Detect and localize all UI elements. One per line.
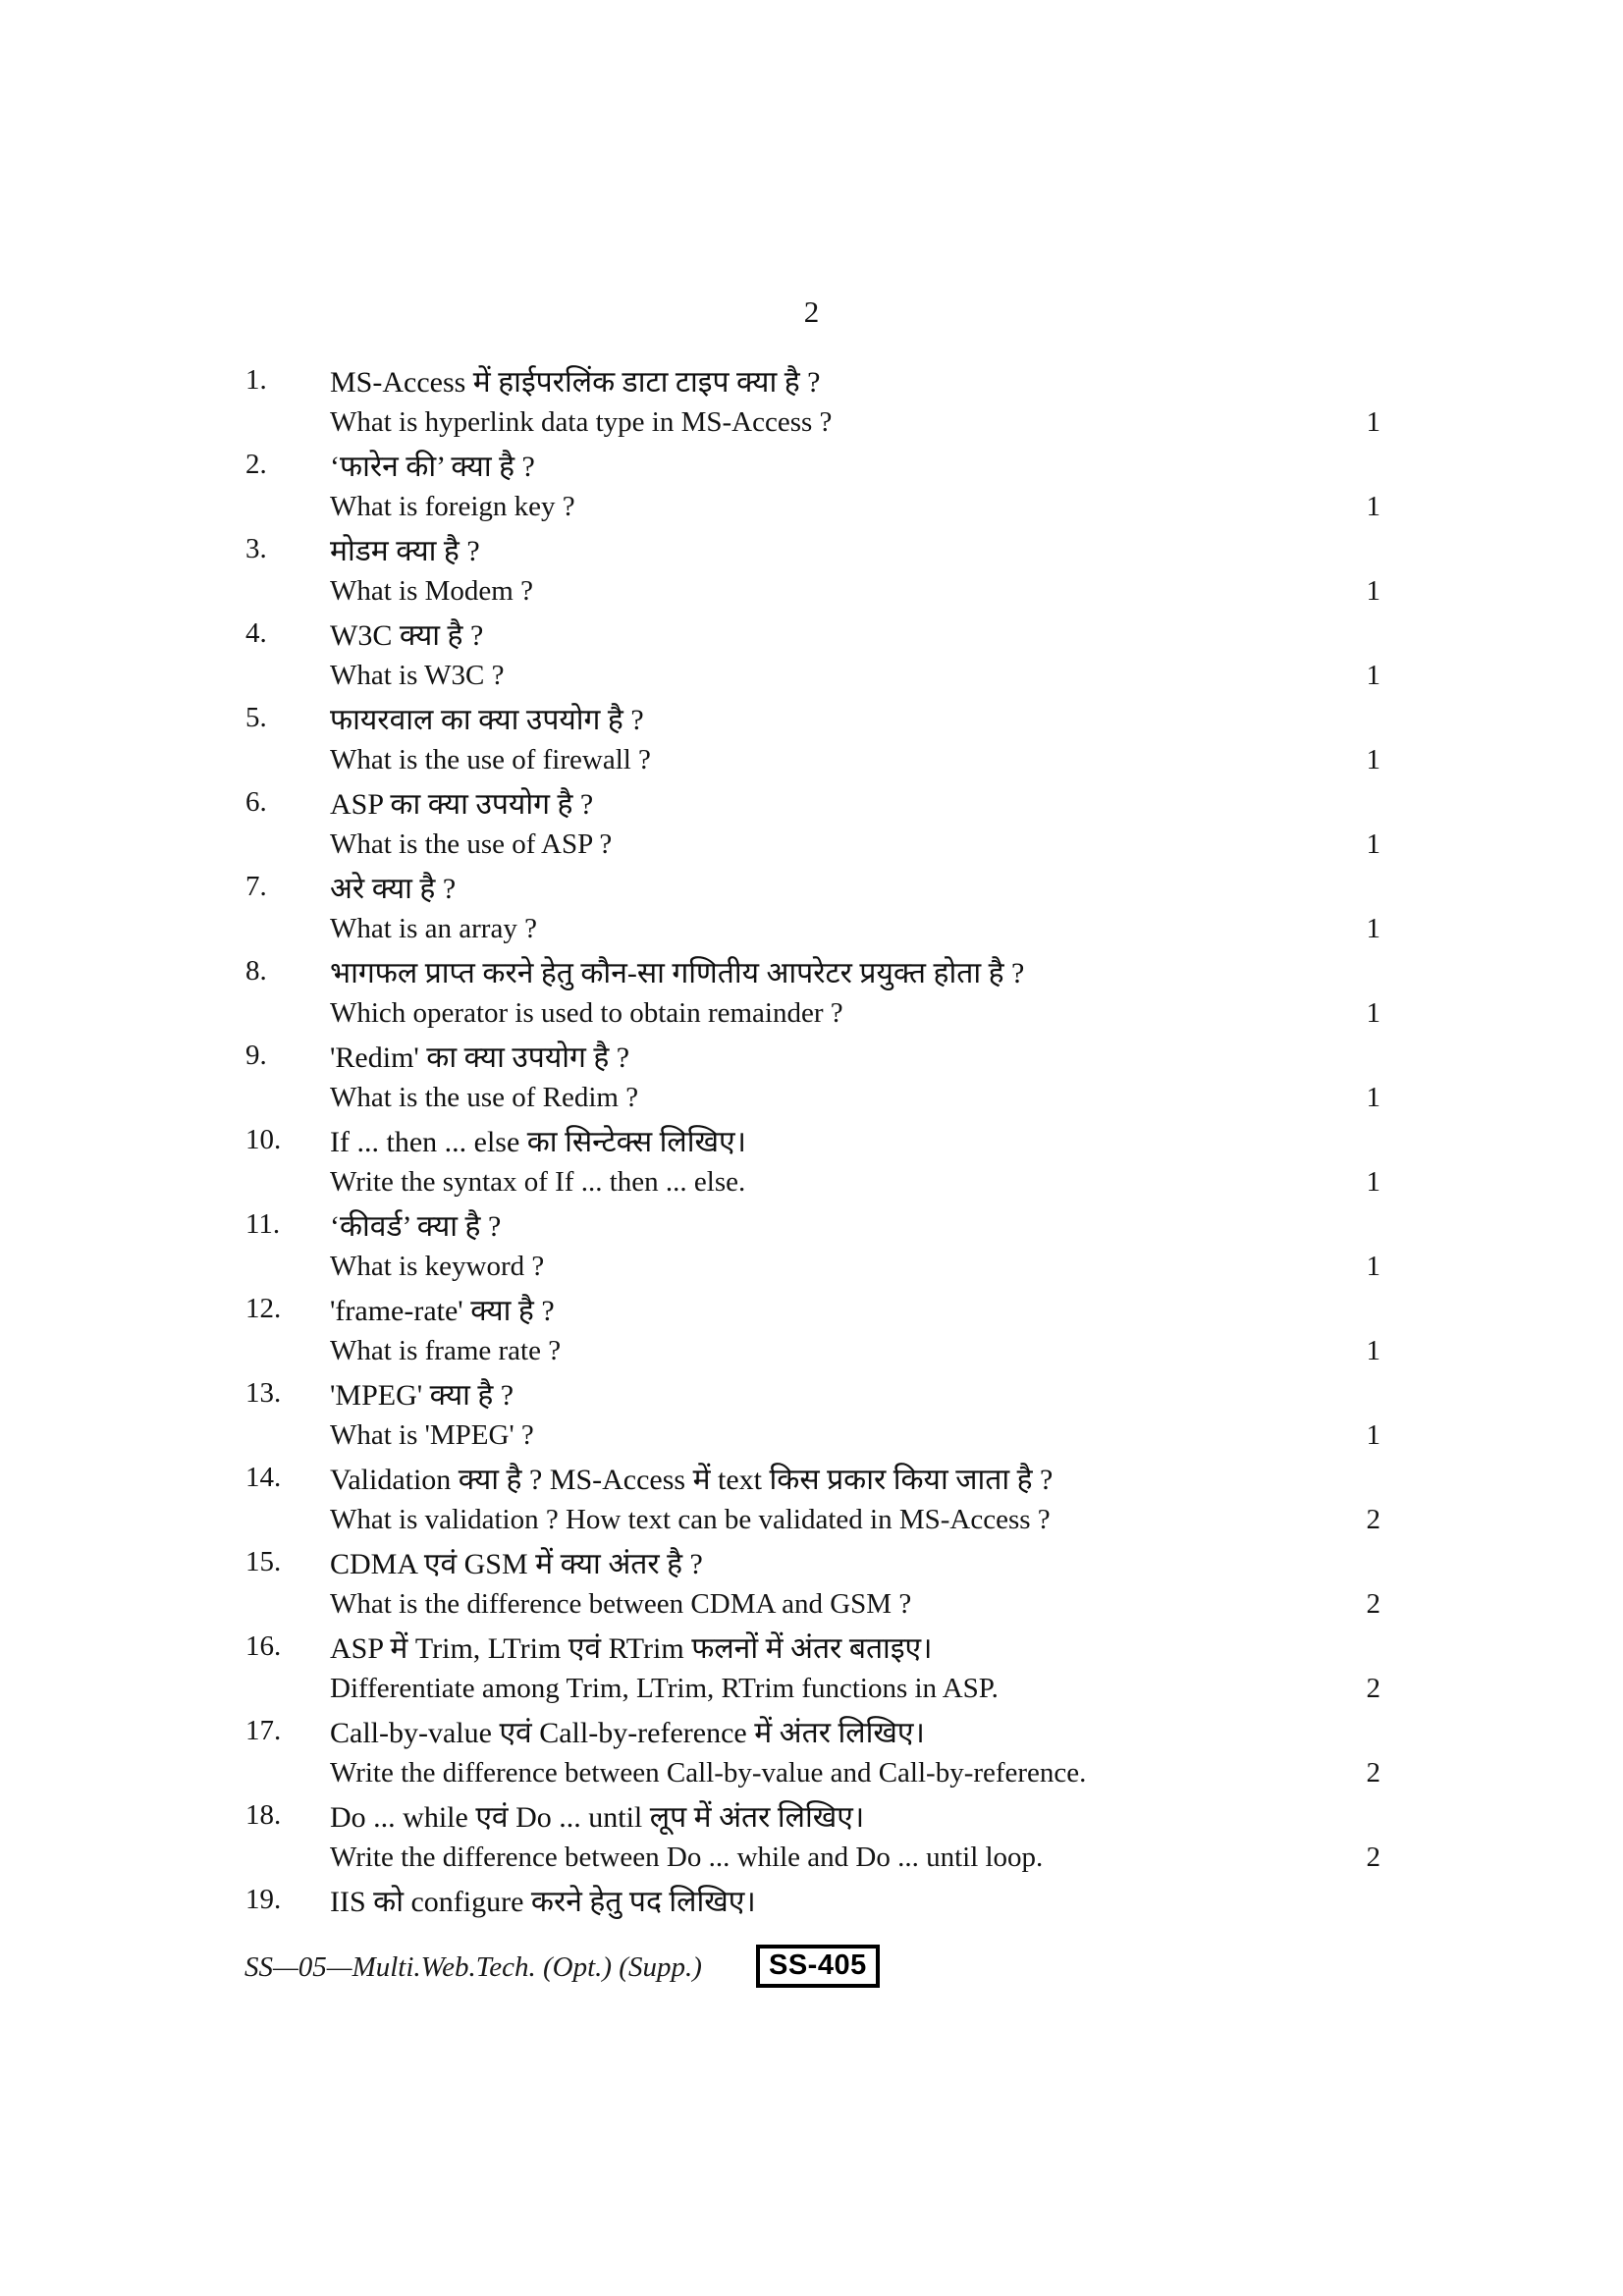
question-row [245,781,1380,866]
question-hindi-line [245,697,1380,739]
question-hindi-line [245,613,1380,655]
question-english-line [245,655,1380,697]
question-hindi-line [245,1541,1380,1583]
question-number: 10. [245,1124,282,1155]
question-text-english: Write the difference between Call-by-value and Call-by-reference. [330,1757,1087,1789]
question-hindi-line [245,781,1380,824]
footer-paper-title: SS—05—Multi.Web.Tech. (Opt.) (Supp.) [244,1951,702,1983]
question-number: 11. [245,1208,281,1240]
question-english-line [245,1583,1380,1626]
question-text-english: What is hyperlink data type in MS-Access ? [330,406,833,438]
question-text-english: What is the use of ASP ? [330,828,613,860]
question-text-hindi: ‘कीवर्ड’ क्या है ? [330,1210,502,1243]
question-text-hindi: MS-Access में हाईपरलिंक डाटा टाइप क्या है ? [330,366,821,399]
questions [245,359,1380,1921]
question-text-english: What is W3C ? [330,660,505,691]
question-text-hindi: IIS को configure करने हेतु पद लिखिए। [330,1886,756,1918]
question-english-line [245,739,1380,781]
question-marks: 1 [1366,406,1380,438]
question-marks: 2 [1366,1757,1380,1789]
question-text-hindi: ASP का क्या उपयोग है ? [330,788,594,821]
question-number: 4. [245,617,267,649]
question-number: 18. [245,1799,282,1831]
question-marks: 2 [1366,1673,1380,1704]
question-row [245,444,1380,528]
question-number: 9. [245,1040,267,1071]
question-marks: 1 [1366,575,1380,607]
question-row [245,1288,1380,1372]
question-hindi-line [245,1035,1380,1077]
question-number: 8. [245,955,267,987]
question-hindi-line [245,1794,1380,1837]
question-marks: 1 [1366,1251,1380,1282]
question-english-line [245,486,1380,528]
question-text-hindi: मोडम क्या है ? [330,535,480,567]
question-marks: 1 [1366,491,1380,522]
question-text-hindi: Validation क्या है ? MS-Access में text किस प्रकार किया जाता है ? [330,1464,1054,1496]
question-english-line [245,1161,1380,1203]
question-marks: 2 [1366,1588,1380,1620]
question-number: 3. [245,533,267,564]
question-marks: 1 [1366,744,1380,775]
question-text-hindi: W3C क्या है ? [330,619,484,652]
question-row [245,1203,1380,1288]
question-row [245,1626,1380,1710]
question-text-hindi: 'Redim' का क्या उपयोग है ? [330,1041,630,1074]
question-row [245,528,1380,613]
question-number: 1. [245,364,267,396]
question-hindi-line [245,866,1380,908]
question-row [245,1035,1380,1119]
question-english-line [245,1246,1380,1288]
question-text-english: Which operator is used to obtain remainder ? [330,997,843,1029]
question-text-hindi: 'MPEG' क्या है ? [330,1379,514,1412]
question-number: 17. [245,1715,282,1746]
question-number: 19. [245,1884,282,1915]
question-marks: 1 [1366,1335,1380,1366]
question-number: 6. [245,786,267,818]
question-row [245,1710,1380,1794]
question-number: 2. [245,449,267,480]
question-hindi-line [245,1372,1380,1415]
question-english-line [245,1837,1380,1879]
question-text-english: What is frame rate ? [330,1335,562,1366]
question-row [245,1794,1380,1879]
question-hindi-line [245,950,1380,992]
question-text-hindi: ASP में Trim, LTrim एवं RTrim फलनों में अंतर बताइए। [330,1632,933,1665]
question-row [245,613,1380,697]
question-row [245,1541,1380,1626]
question-number: 5. [245,702,267,733]
question-english-line [245,908,1380,950]
question-number: 7. [245,871,267,902]
question-hindi-line [245,528,1380,570]
question-text-english: What is keyword ? [330,1251,545,1282]
question-english-line [245,1330,1380,1372]
question-english-line [245,1415,1380,1457]
question-hindi-line [245,1710,1380,1752]
question-row [245,1879,1380,1921]
question-marks: 2 [1366,1842,1380,1873]
question-english-line [245,570,1380,613]
question-row [245,950,1380,1035]
footer-paper-code: SS-405 [756,1945,880,1988]
question-row [245,697,1380,781]
question-english-line [245,824,1380,866]
question-row [245,1457,1380,1541]
question-text-english: What is the difference between CDMA and GSM ? [330,1588,912,1620]
question-text-hindi: Do ... while एवं Do ... until लूप में अंतर लिखिए। [330,1801,865,1834]
question-english-line [245,992,1380,1035]
question-text-hindi: अरे क्या है ? [330,873,457,905]
question-number: 12. [245,1293,282,1324]
question-marks: 1 [1366,660,1380,691]
question-text-english: What is an array ? [330,913,537,944]
question-marks: 1 [1366,1419,1380,1451]
question-text-english: What is 'MPEG' ? [330,1419,534,1451]
question-marks: 1 [1366,997,1380,1029]
question-text-english: What is the use of Redim ? [330,1082,639,1113]
question-english-line [245,401,1380,444]
question-text-english: What is foreign key ? [330,491,575,522]
page-number: 2 [803,294,820,329]
question-text-hindi: फायरवाल का क्या उपयोग है ? [330,704,644,736]
question-text-hindi: ‘फारेन की’ क्या है ? [330,451,535,483]
question-row [245,866,1380,950]
question-hindi-line [245,359,1380,401]
question-marks: 2 [1366,1504,1380,1535]
question-row [245,1372,1380,1457]
question-hindi-line [245,444,1380,486]
question-text-hindi: Call-by-value एवं Call-by-reference में अंतर लिखिए। [330,1717,925,1749]
question-marks: 1 [1366,1166,1380,1198]
question-english-line [245,1668,1380,1710]
question-text-hindi: CDMA एवं GSM में क्या अंतर है ? [330,1548,703,1580]
question-text-english: Write the syntax of If ... then ... else. [330,1166,746,1198]
question-number: 14. [245,1462,282,1493]
question-hindi-line [245,1626,1380,1668]
question-marks: 1 [1366,828,1380,860]
question-text-english: What is Modem ? [330,575,533,607]
question-number: 15. [245,1546,282,1577]
question-marks: 1 [1366,913,1380,944]
question-text-hindi: 'frame-rate' क्या है ? [330,1295,555,1327]
question-text-english: What is the use of firewall ? [330,744,651,775]
question-row [245,359,1380,444]
question-number: 16. [245,1630,282,1662]
question-text-english: What is validation ? How text can be validated in MS-Access ? [330,1504,1051,1535]
question-text-hindi: भागफल प्राप्त करने हेतु कौन-सा गणितीय आपरेटर प्रयुक्त होता है ? [330,957,1025,989]
question-number: 13. [245,1377,282,1409]
question-marks: 1 [1366,1082,1380,1113]
question-row [245,1119,1380,1203]
question-english-line [245,1499,1380,1541]
question-text-english: Differentiate among Trim, LTrim, RTrim functions in ASP. [330,1673,999,1704]
question-english-line [245,1752,1380,1794]
question-hindi-line [245,1288,1380,1330]
question-text-english: Write the difference between Do ... while and Do ... until loop. [330,1842,1044,1873]
question-hindi-line [245,1879,1380,1921]
question-hindi-line [245,1457,1380,1499]
question-english-line [245,1077,1380,1119]
question-hindi-line [245,1119,1380,1161]
question-text-hindi: If ... then ... else का सिन्टेक्स लिखिए। [330,1126,747,1158]
question-hindi-line [245,1203,1380,1246]
